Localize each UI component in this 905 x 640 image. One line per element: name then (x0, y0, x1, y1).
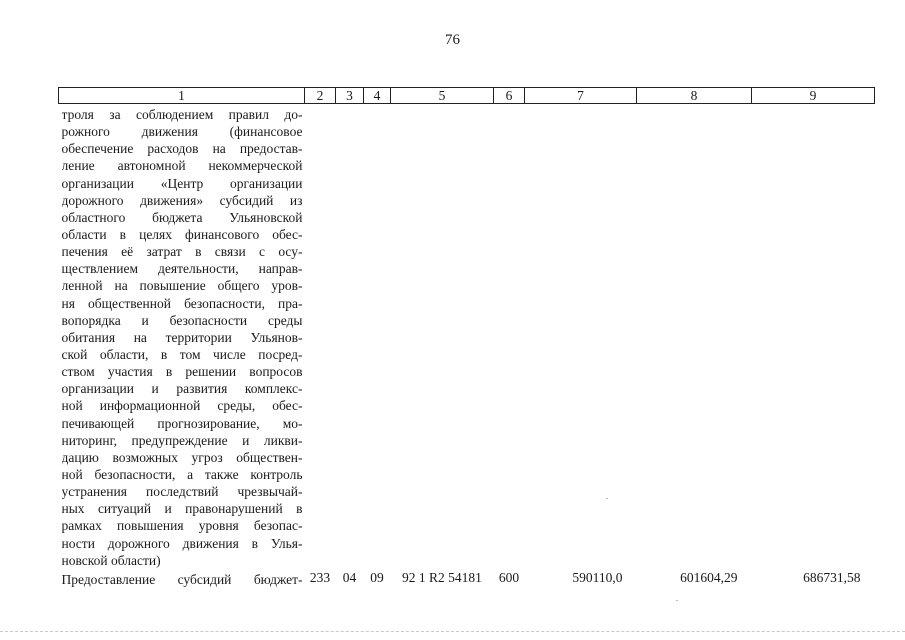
description-line: ных ситуаций и правонарушений в (61, 501, 303, 517)
description-line: ности дорожного движения в Улья- (61, 535, 303, 551)
column-header-5: 5 (391, 88, 494, 104)
column-number-row (59, 88, 875, 104)
column-header-9: 9 (752, 88, 875, 104)
column-header-7: 7 (525, 88, 637, 104)
description-line: рожного движения (финансовое (61, 124, 303, 140)
description-line: новской области) (61, 552, 161, 568)
description-line: обитания на территории Ульянов- (61, 329, 303, 345)
description-line: дацию возможных угроз обществен- (61, 449, 303, 465)
description-line: ной безопасности, а также контроль (61, 466, 303, 482)
continued-description-cell (59, 104, 305, 569)
row-description-text: Предоставление субсидий бюджет- (61, 571, 303, 587)
description-line: дорожного движения» субсидий из (61, 192, 303, 208)
page-number: 76 (445, 32, 460, 48)
scan-edge-line (0, 631, 905, 632)
column-header-8: 8 (637, 88, 752, 104)
row-col-9: 686731,58 (803, 569, 861, 585)
row-col-3: 04 (342, 569, 357, 585)
description-line: организации «Центр организации (61, 175, 303, 191)
description-line: ной информационной среды, обес- (61, 398, 303, 414)
column-header-3: 3 (336, 88, 364, 104)
scan-speck (676, 600, 678, 601)
row-col-7: 590110,0 (572, 569, 623, 585)
row-col-8: 601604,29 (680, 569, 738, 585)
column-header-6: 6 (494, 88, 525, 104)
column-header-4: 4 (364, 88, 391, 104)
description-line: ством участия в решении вопросов (61, 364, 303, 380)
description-line: обеспечение расходов на предостав- (61, 141, 303, 157)
description-line: печивающей прогнозирование, мо- (61, 415, 303, 431)
description-line: ниторинг, предупреждение и ликви- (61, 432, 303, 448)
description-line: ленной на повышение общего уров- (61, 278, 303, 294)
scan-speck (606, 498, 608, 499)
description-line: троля за соблюдением правил до- (61, 107, 303, 122)
continued-row (59, 104, 875, 569)
description-line: печения её затрат в связи с осу- (61, 244, 303, 260)
row-description (59, 569, 305, 588)
row-col-5: 92 1 R2 54181 (402, 569, 482, 585)
description-line: области в целях финансового обес- (61, 226, 303, 242)
column-header-2: 2 (305, 88, 336, 104)
row-col-2: 233 (309, 569, 331, 585)
column-header-1: 1 (59, 88, 305, 104)
description-line: ской области, в том числе посред- (61, 346, 303, 362)
row-col-6: 600 (498, 569, 520, 585)
budget-table (58, 87, 875, 588)
description-line: вопорядка и безопасности среды (61, 312, 303, 328)
row-col-4: 09 (370, 569, 384, 585)
description-line: ление автономной некоммерческой (61, 158, 303, 174)
description-line: ществлением деятельности, направ- (61, 261, 303, 277)
description-line: ня общественной безопасности, пра- (61, 295, 303, 311)
description-line: рамках повышения уровня безопас- (61, 518, 303, 534)
description-line: областного бюджета Ульяновской (61, 209, 303, 225)
table-row (59, 569, 875, 588)
description-line: устранения последствий чрезвычай- (61, 484, 303, 500)
description-line: организации и развития комплекс- (61, 381, 303, 397)
